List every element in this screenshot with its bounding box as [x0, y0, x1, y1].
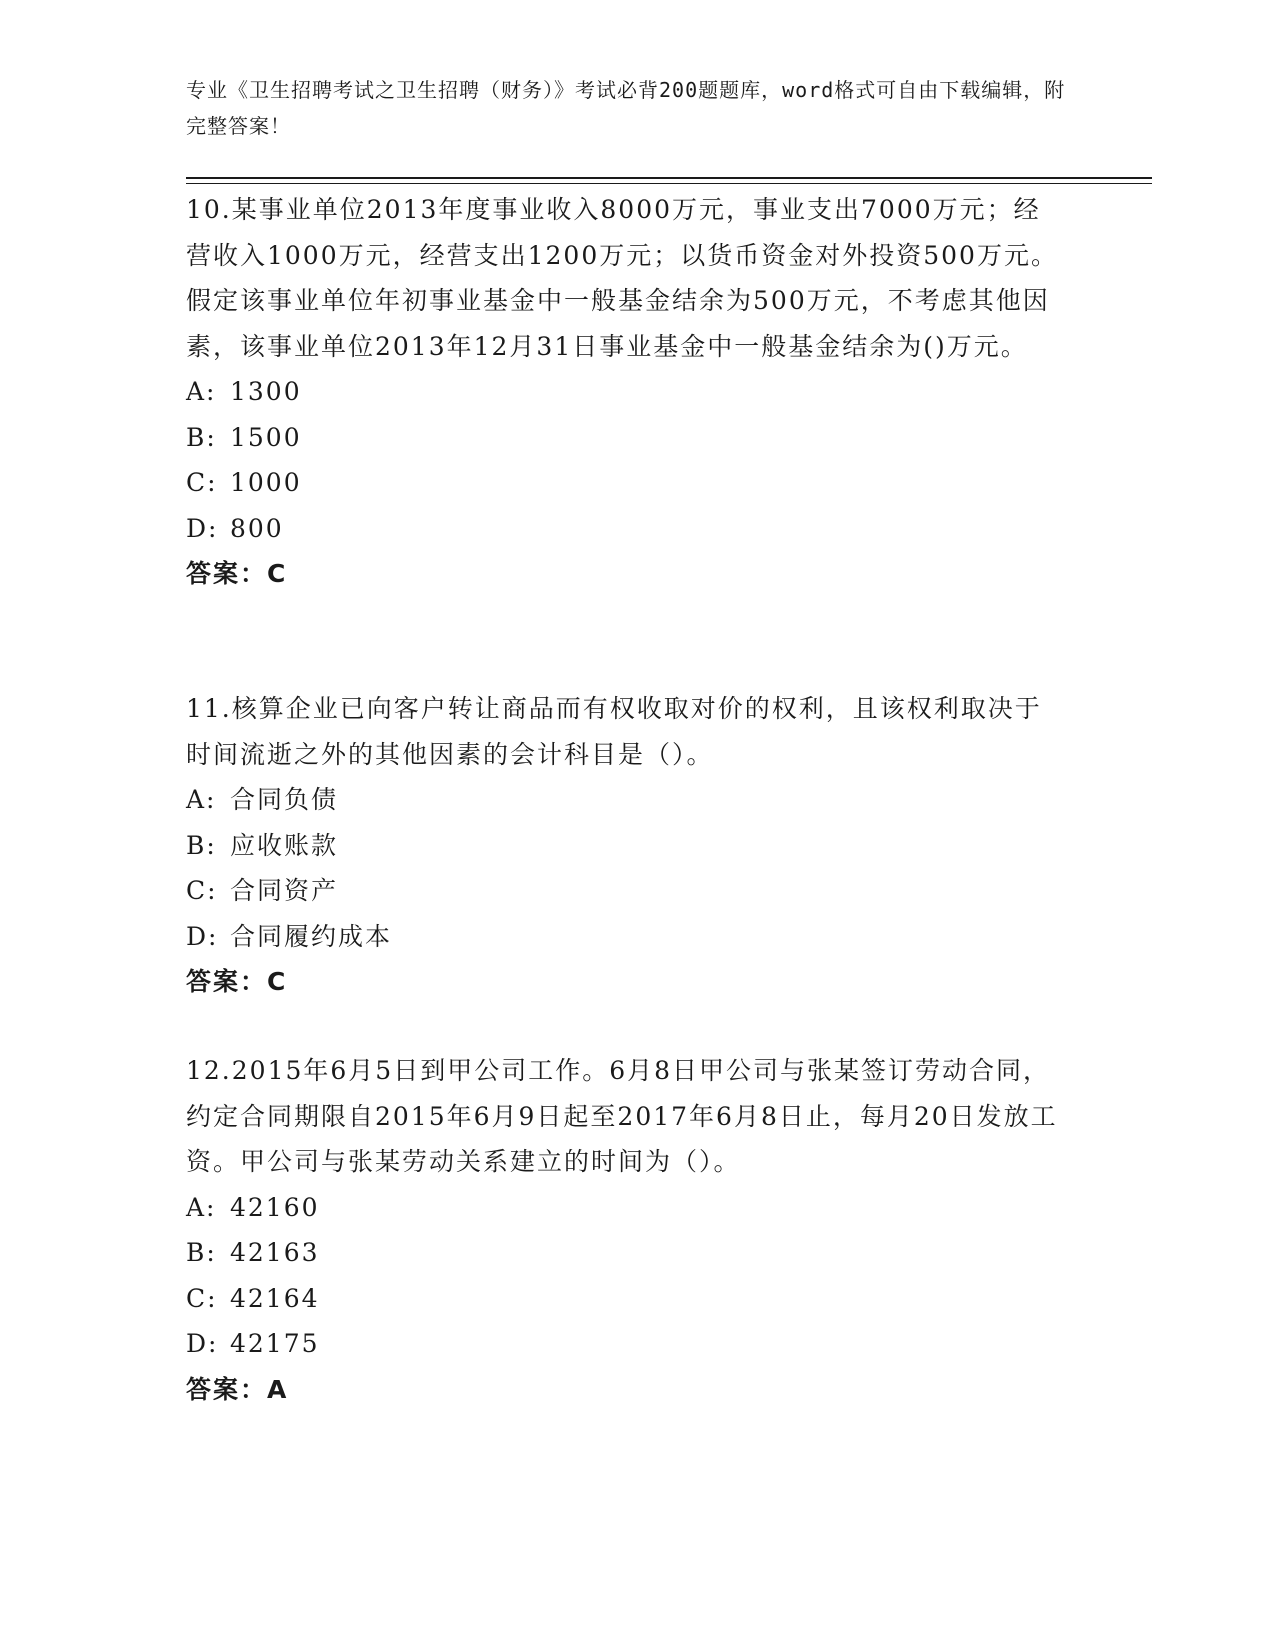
option-c [186, 1276, 1066, 1322]
option-text: 1300 [230, 377, 302, 406]
option-letter: D: [186, 1329, 219, 1358]
option-text: 42175 [230, 1329, 320, 1358]
header-divider-thin [186, 183, 1152, 184]
option-text: 应收账款 [230, 830, 339, 860]
header-divider-thick [186, 177, 1152, 179]
option-letter: C: [186, 468, 218, 497]
option-text: 合同履约成本 [230, 921, 393, 951]
answer-line: 答案：A [186, 1374, 289, 1404]
question-stem: 11.核算企业已向客户转让商品而有权收取对价的权利，且该权利取决于时间流逝之外的其他因素的会计科目是（）。 [186, 694, 1042, 769]
answer-line: 答案：C [186, 967, 288, 996]
option-text: 合同资产 [230, 876, 339, 905]
option-d [186, 1321, 1066, 1367]
question-stem: 10.某事业单位2013年度事业收入8000万元，事业支出7000万元；经营收入1000万元，经营支出1200万元；以货币资金对外投资500万元。假定该事业单位年初事业基金中一般基金结余为500万元，不考虑其他因素，该事业单位2013年12月31日事业基金中一般基金结余为()万元。 [186, 195, 1058, 361]
option-a [186, 777, 1066, 823]
option-b [186, 415, 1066, 461]
option-text: 42160 [230, 1192, 320, 1222]
question-stem: 12.2015年6月5日到甲公司工作。6月8日甲公司与张某签订劳动合同，约定合同期限自2015年6月9日起至2017年6月8日止，每月20日发放工资。甲公司与张某劳动关系建立的时间为（）。 [186, 1056, 1058, 1176]
option-b [186, 1230, 1066, 1276]
option-letter: A: [186, 785, 217, 814]
option-text: 42163 [230, 1238, 320, 1267]
option-letter: D: [186, 513, 219, 543]
option-letter: A: [186, 377, 217, 406]
option-text: 1000 [230, 468, 302, 497]
option-letter: B: [186, 422, 217, 452]
option-b [186, 823, 1066, 869]
option-text: 800 [230, 513, 284, 543]
option-text: 1500 [230, 422, 302, 452]
option-letter: B: [186, 830, 217, 860]
option-letter: A: [186, 1192, 217, 1222]
answer-line: 答案：C [186, 559, 288, 588]
option-letter: B: [186, 1238, 217, 1267]
question-12 [186, 1048, 1066, 1412]
header-title: 专业《卫生招聘考试之卫生招聘（财务）》考试必背200题题库，word格式可自由下载编辑，附完整答案！ [186, 78, 1066, 138]
option-text: 42164 [230, 1283, 320, 1313]
option-c [186, 868, 1066, 914]
option-d [186, 914, 1066, 960]
option-c [186, 460, 1066, 506]
question-10 [186, 187, 1066, 597]
option-letter: D: [186, 921, 219, 951]
option-d [186, 506, 1066, 552]
option-text: 合同负债 [230, 785, 339, 814]
option-letter: C: [186, 876, 218, 905]
question-11 [186, 686, 1066, 1005]
document-header [186, 72, 1066, 144]
option-a [186, 1185, 1066, 1231]
option-a [186, 369, 1066, 415]
option-letter: C: [186, 1283, 218, 1313]
